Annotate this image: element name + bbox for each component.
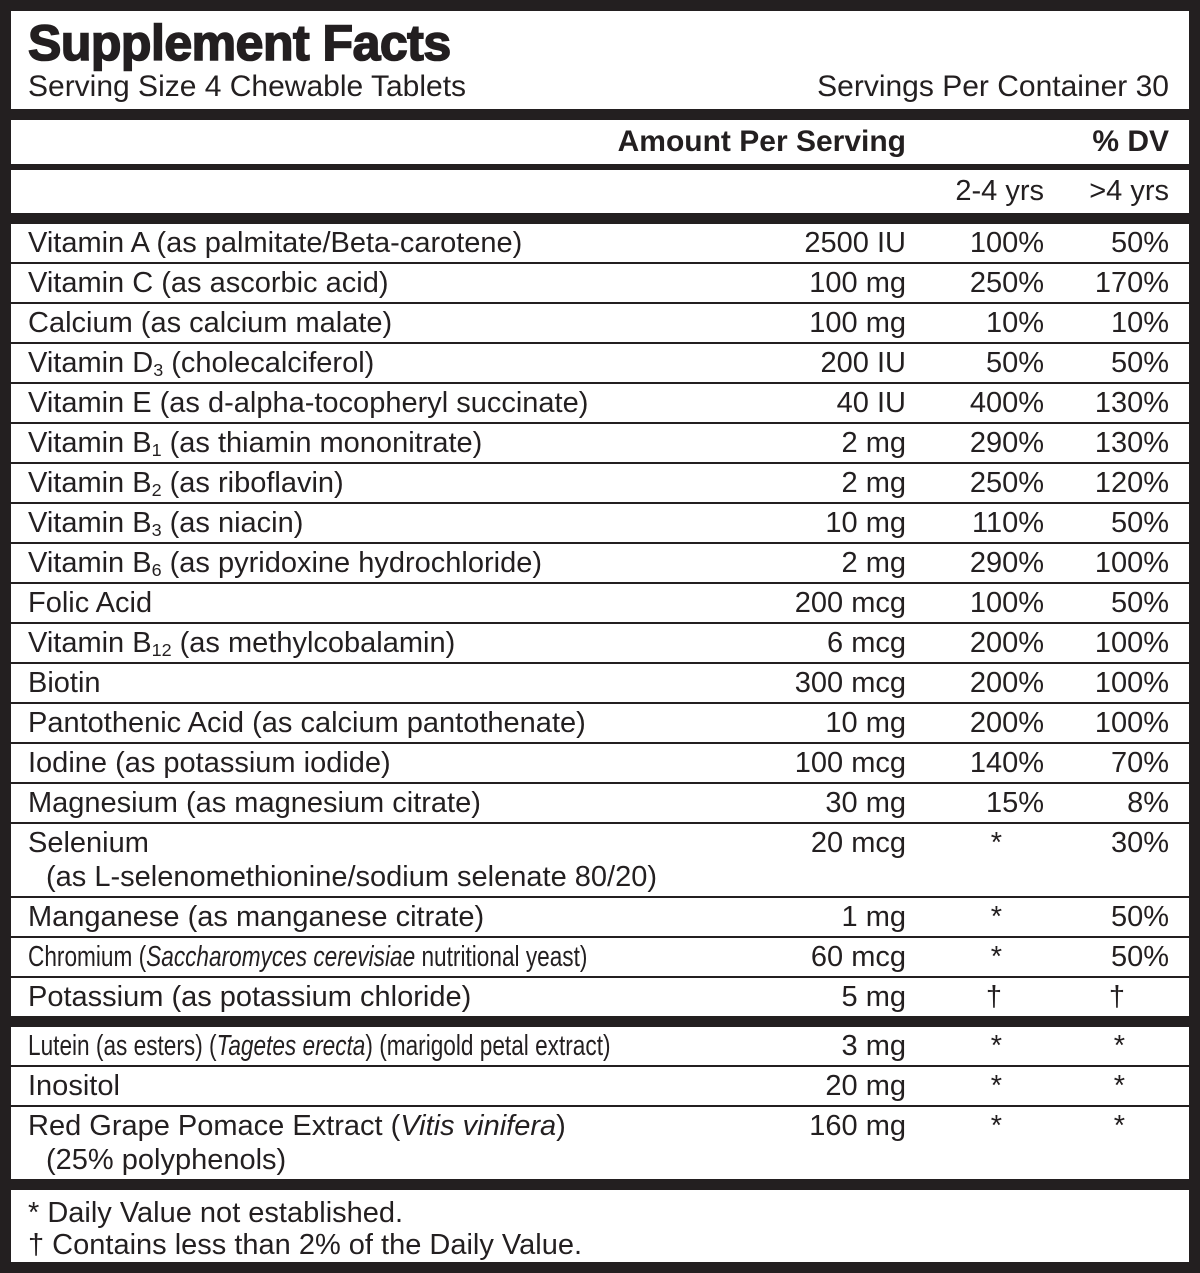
ingredient-name <box>28 266 746 300</box>
ingredient-name <box>28 226 746 260</box>
footnote-dv-not-established: * Daily Value not established. <box>28 1197 404 1229</box>
ingredient-name <box>28 826 746 894</box>
ingredient-name-text: Manganese (as manganese citrate) <box>28 901 485 933</box>
dv-2-4-cell: * <box>990 827 1002 859</box>
label-title: Supplement Facts <box>28 15 451 71</box>
table-row <box>11 896 1189 936</box>
ingredient-subscript: 3 <box>153 359 164 380</box>
ingredient-name-text: Vitamin A (as palmitate/Beta-carotene) <box>28 227 523 259</box>
dv-over-4-cell: 100% <box>1094 547 1169 579</box>
dv-over-4-cell: 100% <box>1094 667 1169 699</box>
amount-cell: 160 mg <box>809 1110 906 1142</box>
dv-2-4-cell: 400% <box>969 387 1044 419</box>
ingredient-name-text: Vitamin D <box>28 347 154 379</box>
amount-cell: 30 mg <box>825 787 906 819</box>
table-row <box>11 622 1189 662</box>
ingredients-table <box>11 224 1189 1016</box>
table-row <box>11 742 1189 782</box>
table-row <box>11 502 1189 542</box>
ingredient-name <box>28 1029 746 1063</box>
dv-over-4-cell: 170% <box>1094 267 1169 299</box>
ingredient-name <box>28 900 746 934</box>
ingredient-subscript: 2 <box>151 479 162 500</box>
dv-over-4-cell: 50% <box>1110 941 1169 973</box>
serving-size: Serving Size 4 Chewable Tablets <box>28 70 467 103</box>
other-ingredients-table <box>11 1027 1189 1179</box>
amount-cell: 2 mg <box>841 547 906 579</box>
ingredient-name-text: Calcium (as calcium malate) <box>28 307 393 339</box>
ingredient-name-text: Potassium (as potassium chloride) <box>28 981 472 1013</box>
ingredient-name-latin: Tagetes erecta <box>216 1030 366 1062</box>
amount-cell: 10 mg <box>825 707 906 739</box>
ingredient-name-text: Vitamin B <box>28 627 152 659</box>
servings-per-container: Servings Per Container 30 <box>817 70 1169 103</box>
ingredient-subscript: 3 <box>151 519 162 540</box>
amount-cell: 20 mcg <box>810 827 906 859</box>
amount-cell: 2500 IU <box>804 227 906 259</box>
amount-cell: 100 mg <box>809 307 906 339</box>
ingredient-name-text: ) (marigold petal extract) <box>365 1030 611 1062</box>
dv-over-4-cell: 70% <box>1110 747 1169 779</box>
ingredient-name-text: (as pyridoxine hydrochloride) <box>161 547 542 579</box>
ingredient-name-text: Iodine (as potassium iodide) <box>28 747 391 779</box>
ingredient-name-text: Folic Acid <box>28 587 153 619</box>
dv-header: % DV <box>1092 125 1169 158</box>
ingredient-name <box>28 426 746 460</box>
table-row <box>11 224 1189 262</box>
ingredient-name-line2: (as L-selenomethionine/sodium selenate 80/20) <box>46 861 657 893</box>
dv-over-4-cell: 130% <box>1094 387 1169 419</box>
amount-cell: 3 mg <box>841 1030 906 1062</box>
ingredient-name <box>28 626 746 660</box>
footnote-less-than-2pct: † Contains less than 2% of the Daily Value. <box>28 1229 583 1261</box>
ingredient-subscript: 12 <box>151 639 172 660</box>
ingredient-name <box>28 746 746 780</box>
dv-2-4-cell: 200% <box>969 627 1044 659</box>
dv-over-4-cell: 120% <box>1094 467 1169 499</box>
ingredient-name-latin: Saccharomyces cerevisiae <box>146 941 416 973</box>
amount-cell: 200 mcg <box>794 587 906 619</box>
age-group-header-row <box>11 170 1189 213</box>
ingredient-name-text: (as riboflavin) <box>161 467 344 499</box>
age-col-header-over-4: >4 yrs <box>1089 175 1169 207</box>
amount-cell: 300 mcg <box>794 667 906 699</box>
table-row <box>11 976 1189 1016</box>
table-row <box>11 1027 1189 1065</box>
amount-cell: 40 IU <box>836 387 906 419</box>
table-row <box>11 782 1189 822</box>
dv-2-4-cell: * <box>990 1110 1002 1142</box>
ingredient-name-text: (cholecalciferol) <box>163 347 375 379</box>
amount-cell: 100 mcg <box>794 747 906 779</box>
dv-2-4-cell: 290% <box>969 427 1044 459</box>
amount-cell: 100 mg <box>809 267 906 299</box>
ingredient-name-text: Vitamin C (as ascorbic acid) <box>28 267 389 299</box>
table-row <box>11 382 1189 422</box>
dv-2-4-cell: † <box>985 981 1002 1013</box>
table-row <box>11 542 1189 582</box>
amount-cell: 60 mcg <box>810 941 906 973</box>
dv-2-4-cell: * <box>990 1070 1002 1102</box>
dv-over-4-cell: 50% <box>1110 347 1169 379</box>
dv-2-4-cell: 200% <box>969 707 1044 739</box>
divider-footnotes <box>11 1179 1189 1190</box>
amount-cell: 5 mg <box>841 981 906 1013</box>
ingredient-name-text: Selenium <box>28 827 149 859</box>
ingredient-name-text: Vitamin B <box>28 547 152 579</box>
column-header-row <box>11 120 1189 164</box>
dv-2-4-cell: * <box>990 1030 1002 1062</box>
ingredient-name-latin: Vitis vinifera <box>400 1110 557 1142</box>
dv-over-4-cell: 50% <box>1110 587 1169 619</box>
dv-2-4-cell: 200% <box>969 667 1044 699</box>
ingredient-name <box>28 1109 746 1177</box>
amount-cell: 10 mg <box>825 507 906 539</box>
dv-2-4-cell: * <box>990 941 1002 973</box>
dv-over-4-cell: 130% <box>1094 427 1169 459</box>
table-row <box>11 702 1189 742</box>
dv-2-4-cell: 100% <box>969 587 1044 619</box>
amount-cell: 2 mg <box>841 467 906 499</box>
table-row <box>11 582 1189 622</box>
amount-cell: 2 mg <box>841 427 906 459</box>
dv-2-4-cell: * <box>990 901 1002 933</box>
ingredient-name <box>28 1069 746 1103</box>
amount-cell: 20 mg <box>825 1070 906 1102</box>
dv-over-4-cell: 100% <box>1094 707 1169 739</box>
dv-2-4-cell: 15% <box>985 787 1044 819</box>
dv-over-4-cell: 50% <box>1110 901 1169 933</box>
dv-2-4-cell: 10% <box>985 307 1044 339</box>
footnotes <box>11 1190 1189 1267</box>
ingredient-subscript: 1 <box>151 439 162 460</box>
ingredient-name-text: Pantothenic Acid (as calcium pantothenate) <box>28 707 586 739</box>
table-row <box>11 262 1189 302</box>
ingredient-name-text: ) <box>556 1110 566 1142</box>
ingredient-name <box>28 466 746 500</box>
ingredient-name-text: Chromium ( <box>28 941 147 973</box>
dv-2-4-cell: 100% <box>969 227 1044 259</box>
table-row <box>11 1105 1189 1179</box>
dv-over-4-cell: 8% <box>1127 787 1169 819</box>
ingredient-name <box>28 546 746 580</box>
ingredient-name-text: Red Grape Pomace Extract ( <box>28 1110 401 1142</box>
table-row <box>11 302 1189 342</box>
dv-over-4-cell: 10% <box>1110 307 1169 339</box>
amount-cell: 1 mg <box>841 901 906 933</box>
dv-over-4-cell: 50% <box>1110 227 1169 259</box>
ingredient-name-text: Vitamin B <box>28 427 152 459</box>
ingredient-name-text: (as niacin) <box>161 507 304 539</box>
amount-header: Amount Per Serving <box>617 125 906 158</box>
amount-cell: 200 IU <box>820 347 906 379</box>
table-row <box>11 462 1189 502</box>
ingredient-name-text: Lutein (as esters) ( <box>28 1030 217 1062</box>
section-divider <box>11 1016 1189 1027</box>
dv-over-4-cell: * <box>1113 1070 1125 1102</box>
ingredient-name <box>28 386 746 420</box>
table-row <box>11 936 1189 976</box>
dv-2-4-cell: 50% <box>985 347 1044 379</box>
dv-2-4-cell: 290% <box>969 547 1044 579</box>
ingredient-name-text: Vitamin B <box>28 507 152 539</box>
dv-2-4-cell: 250% <box>969 467 1044 499</box>
age-col-header-2-4: 2-4 yrs <box>955 175 1044 207</box>
dv-over-4-cell: † <box>1108 981 1125 1013</box>
ingredient-name-text: nutritional yeast) <box>415 941 588 973</box>
ingredient-name <box>28 306 746 340</box>
ingredient-subscript: 6 <box>151 559 162 580</box>
dv-2-4-cell: 140% <box>969 747 1044 779</box>
ingredient-name-text: Vitamin E (as d-alpha-tocopheryl succinate) <box>28 387 589 419</box>
ingredient-name-text: (as thiamin mononitrate) <box>161 427 483 459</box>
table-row <box>11 342 1189 382</box>
dv-over-4-cell: * <box>1113 1030 1125 1062</box>
dv-2-4-cell: 110% <box>971 507 1044 539</box>
ingredient-name-text: Inositol <box>28 1070 120 1102</box>
ingredient-name-text: (as methylcobalamin) <box>171 627 456 659</box>
ingredient-name <box>28 506 746 540</box>
ingredient-name <box>28 586 746 620</box>
ingredient-name <box>28 786 746 820</box>
dv-over-4-cell: 30% <box>1110 827 1169 859</box>
dv-2-4-cell: 250% <box>969 267 1044 299</box>
ingredient-name <box>28 346 746 380</box>
ingredient-name <box>28 980 746 1014</box>
ingredient-name-text: Magnesium (as magnesium citrate) <box>28 787 481 819</box>
ingredient-name <box>28 706 746 740</box>
ingredient-name <box>28 940 746 974</box>
table-row <box>11 822 1189 896</box>
table-row <box>11 1065 1189 1105</box>
dv-over-4-cell: 100% <box>1094 627 1169 659</box>
dv-over-4-cell: * <box>1113 1110 1125 1142</box>
amount-cell: 6 mcg <box>827 627 906 659</box>
ingredient-name-text: Biotin <box>28 667 101 699</box>
ingredient-name-text: Vitamin B <box>28 467 152 499</box>
divider-subheader <box>11 213 1189 224</box>
table-row <box>11 422 1189 462</box>
dv-over-4-cell: 50% <box>1110 507 1169 539</box>
ingredient-name <box>28 666 746 700</box>
table-row <box>11 662 1189 702</box>
divider-top <box>11 109 1189 120</box>
ingredient-name-line2: (25% polyphenols) <box>46 1144 287 1176</box>
